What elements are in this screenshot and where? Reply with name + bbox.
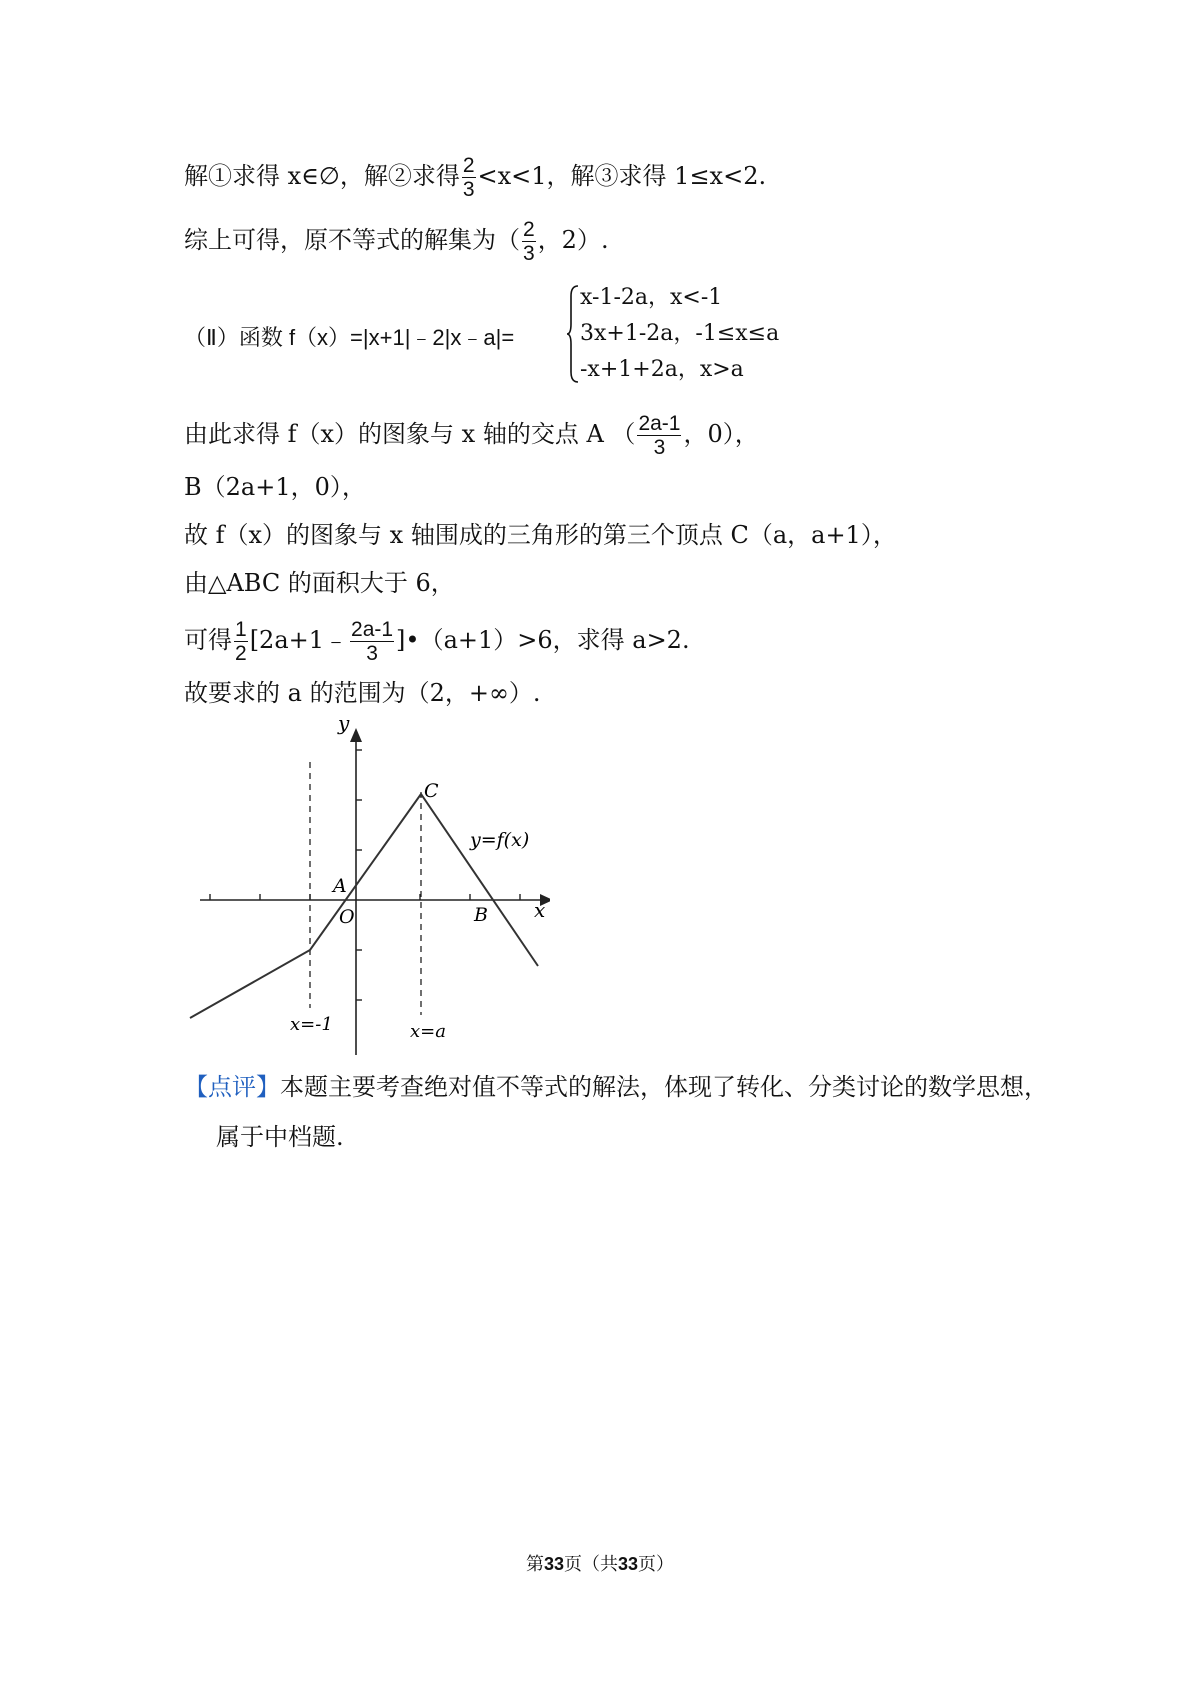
line-x-neg1-label: x=-1 bbox=[290, 1014, 333, 1035]
solution-line-6: 故 f（x）的图象与 x 轴围成的三角形的第三个顶点 C（a，a+1）， bbox=[184, 521, 897, 549]
fraction-one-half: $\frac{1}{2}$ bbox=[235, 618, 247, 665]
fraction-two-thirds: $\frac{2}{3}$ bbox=[523, 218, 535, 265]
fraction-2a-1-over-3: $\frac{2a-1}{3}$ bbox=[351, 618, 394, 665]
comment-line-1 bbox=[184, 1070, 1048, 1104]
fraction-two-thirds: $\frac{2}{3}$ bbox=[462, 154, 475, 201]
solution-line-7: 由△ABC 的面积大于 6， bbox=[184, 569, 455, 597]
function-text: （Ⅱ）函数 f（x）=|x+1|﹣2|x﹣a|= bbox=[184, 325, 515, 350]
point-c-label: C bbox=[424, 780, 439, 802]
function-label: y=f(x) bbox=[470, 829, 530, 851]
y-axis-arrow-icon bbox=[350, 728, 362, 742]
point-a-label: A bbox=[333, 875, 347, 897]
comment-line-2: 属于中档题. bbox=[216, 1123, 344, 1151]
solution-line-4 bbox=[184, 412, 759, 459]
fraction-2a-1-over-3: $\frac{2a-1}{3}$ bbox=[638, 412, 681, 459]
y-axis-label: y bbox=[338, 711, 350, 735]
solution-line-9: 故要求的 a 的范围为（2，+∞）. bbox=[184, 679, 541, 707]
line-x-a-label: x=a bbox=[410, 1021, 446, 1042]
point-b-label: B bbox=[474, 904, 488, 926]
solution-line-2 bbox=[184, 218, 609, 265]
origin-label: O bbox=[339, 906, 355, 928]
text: <x<1，解③求得 1≤x<2. bbox=[477, 162, 767, 190]
function-definition bbox=[184, 320, 514, 355]
text: 由此求得 f（x）的图象与 x 轴的交点 A （ bbox=[184, 420, 636, 448]
x-axis-label: x bbox=[534, 898, 546, 922]
text: ]•（a+1）>6，求得 a>2. bbox=[396, 626, 690, 654]
page-number: 33 bbox=[543, 1554, 564, 1574]
text: 解①求得 x∈∅，解②求得 bbox=[184, 162, 460, 190]
text: ，2）. bbox=[537, 226, 609, 254]
text: [2a+1﹣ bbox=[249, 626, 349, 654]
solution-line-8 bbox=[184, 618, 690, 665]
comment-text: 本题主要考查绝对值不等式的解法，体现了转化、分类讨论的数学思想， bbox=[280, 1073, 1048, 1101]
solution-line-1 bbox=[184, 154, 766, 201]
total-pages: 33 bbox=[618, 1554, 639, 1574]
piece-3: -x+1+2a，x>a bbox=[580, 357, 744, 382]
piece-2: 3x+1-2a，-1≤x≤a bbox=[580, 321, 780, 346]
curly-brace-icon bbox=[566, 284, 580, 384]
function-graph bbox=[180, 710, 550, 1060]
piece-1: x-1-2a，x<-1 bbox=[580, 285, 723, 310]
solution-line-5: B（2a+1，0）， bbox=[184, 473, 366, 501]
text: 可得 bbox=[184, 626, 232, 654]
page-footer: 第33页（共33页） bbox=[525, 1554, 675, 1575]
text: ，0）， bbox=[683, 420, 759, 448]
comment-tag: 【点评】 bbox=[184, 1073, 280, 1101]
text: 综上可得，原不等式的解集为（ bbox=[184, 226, 520, 254]
